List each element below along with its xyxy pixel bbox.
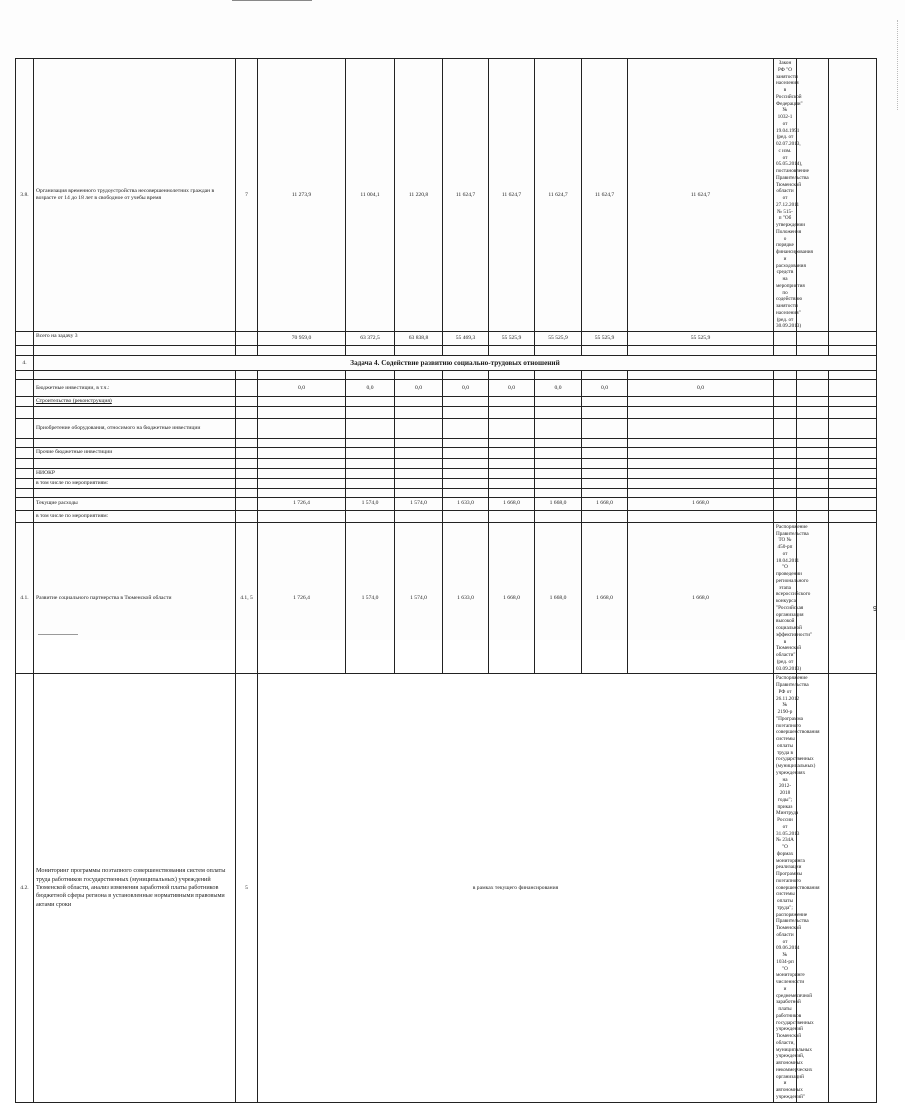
table-row (16, 497, 877, 510)
table-row (16, 346, 877, 356)
value-cell: 1 668,0 (535, 522, 582, 674)
value-cell: 11 624,7 (628, 59, 774, 332)
value-cell: 1 668,0 (628, 522, 774, 674)
value-cell: 63 838,8 (395, 332, 443, 346)
legal-basis: Распоряжение Правительства РФ от 26.11.2012 № 2190-р "Программа поэтапного совершенствования системы оплаты труда в государственных (муниципальных) учреждениях на 2012-2018 годы"; приказ Минтруда России от 31.05.2013 № 234А "О формах мониторинга реализации Программы поэтапного совершенствования системы оплаты труда"; распоряжение Правительства Тюменской области от 09.06.2014 № 1034-рп "О мониторинге численности и среднемесячной заработной платы работников государственных учреждений Тюменской области, муниципальных учреждений, автономных некоммерческих организаций и автономных учреждений" (774, 674, 797, 1102)
value-cell: 1 574,0 (395, 522, 443, 674)
row-exec: 4.1, 5 (236, 522, 258, 674)
table-row (16, 371, 877, 380)
value-cell: 0,0 (489, 380, 535, 397)
value-cell: 11 273,9 (258, 59, 346, 332)
row-name: в том числе по мероприятиям: (34, 478, 236, 488)
scan-artifact-right (897, 20, 900, 110)
value-cell: 1 726,4 (258, 522, 346, 674)
row-name: НИОКР (34, 468, 236, 478)
page-number: 9 (873, 606, 877, 613)
table-row (16, 468, 877, 478)
value-cell: 0,0 (628, 380, 774, 397)
row-name: Развитие социального партнерства в Тюменской области (34, 522, 236, 674)
value-cell: 11 624,7 (443, 59, 489, 332)
value-cell: 1 668,0 (535, 497, 582, 510)
value-cell: 55 525,9 (489, 332, 535, 346)
row-name: Бюджетные инвестиции, в т.ч.: (34, 380, 236, 397)
value-cell: 0,0 (443, 380, 489, 397)
value-cell: 63 372,5 (346, 332, 395, 346)
table-row (16, 380, 877, 397)
value-cell: 1 726,4 (258, 497, 346, 510)
value-cell: 11 624,7 (535, 59, 582, 332)
row-exec: 7 (236, 59, 258, 332)
value-cell: 1 633,0 (443, 497, 489, 510)
row-name: Строительство (реконструкция) (34, 397, 236, 407)
value-cell: 70 959,0 (258, 332, 346, 346)
row-name: Текущие расходы (34, 497, 236, 510)
table-row (16, 59, 877, 332)
value-cell: 1 574,0 (346, 522, 395, 674)
value-cell: 1 668,0 (489, 522, 535, 674)
value-cell: 1 574,0 (346, 497, 395, 510)
table-row (16, 447, 877, 458)
row-name: в том числе по мероприятиям: (34, 510, 236, 522)
row-name: Прочие бюджетные инвестиции (34, 447, 236, 458)
row-number: 4.1. (16, 522, 34, 674)
merged-financing-note: в рамках текущего финансирования (258, 674, 774, 1102)
value-cell: 0,0 (258, 380, 346, 397)
value-cell: 55 525,9 (582, 332, 628, 346)
row-name: Организация временного трудоустройства несовершеннолетних граждан в возрасте от 14 до 18 лет в свободное от учебы время (34, 59, 236, 332)
value-cell: 1 668,0 (628, 497, 774, 510)
table-row (16, 406, 877, 418)
table-row (16, 356, 877, 371)
table-row (16, 397, 877, 407)
table-row (16, 438, 877, 447)
row-name: Всего на задачу 3 (34, 332, 236, 346)
value-cell: 0,0 (346, 380, 395, 397)
value-cell: 11 220,8 (395, 59, 443, 332)
value-cell: 1 668,0 (489, 497, 535, 510)
table-row (16, 418, 877, 438)
task-title: Задача 4. Содействие развитию социально-трудовых отношений (34, 356, 877, 371)
value-cell: 1 668,0 (582, 522, 628, 674)
row-number: 4. (16, 356, 34, 371)
row-name: Приобретение оборудования, относимого на бюджетные инвестиции (34, 418, 236, 438)
row-name: Мониторинг программы поэтапного совершенствования систем оплаты труда работников государственных (муниципальных) учреждений Тюменской области, анализ изменения заработной платы работников бюджетной сферы региона в установленные нормативными правовыми актами сроки (34, 674, 236, 1102)
value-cell: 0,0 (582, 380, 628, 397)
value-cell: 1 574,0 (395, 497, 443, 510)
table-row (16, 510, 877, 522)
scan-artifact-top (232, 0, 312, 1)
value-cell: 1 668,0 (582, 497, 628, 510)
table-row (16, 332, 877, 346)
table-row (16, 458, 877, 468)
row-number: 4.2. (16, 674, 34, 1102)
budget-table (15, 58, 877, 1103)
row-number: 3.8. (16, 59, 34, 332)
row-exec: 5 (236, 674, 258, 1102)
value-cell: 55 525,9 (535, 332, 582, 346)
value-cell: 0,0 (395, 380, 443, 397)
table-row (16, 488, 877, 497)
value-cell: 1 633,0 (443, 522, 489, 674)
value-cell: 11 004,1 (346, 59, 395, 332)
table-row (16, 674, 877, 1102)
value-cell: 0,0 (535, 380, 582, 397)
value-cell: 11 624,7 (489, 59, 535, 332)
legal-basis: Закон РФ "О занятости населения в Российской Федерации" № 1032-1 от 19.04.1991 (ред. от 02.07.2013, с изм. от 05.05.2014), постановление Правительства Тюменской области от 27.12.2011 № 515-п "Об утверждении Положения о порядке финансирования и расходования средств на мероприятия по содействию занятости населения" (ред. от 30.09.2013) (774, 59, 797, 332)
value-cell: 55 525,9 (628, 332, 774, 346)
legal-basis: Распоряжение Правительства ТО № 450-рп от 18.04.2011 "О проведении регионального этапа всероссийского конкурса "Российская организация высокой социальной эффективности" в Тюменской области" (ред. от 03.09.2013) (774, 522, 797, 674)
value-cell: 11 624,7 (582, 59, 628, 332)
value-cell: 55 469,3 (443, 332, 489, 346)
table-row (16, 522, 877, 674)
table-row (16, 478, 877, 488)
